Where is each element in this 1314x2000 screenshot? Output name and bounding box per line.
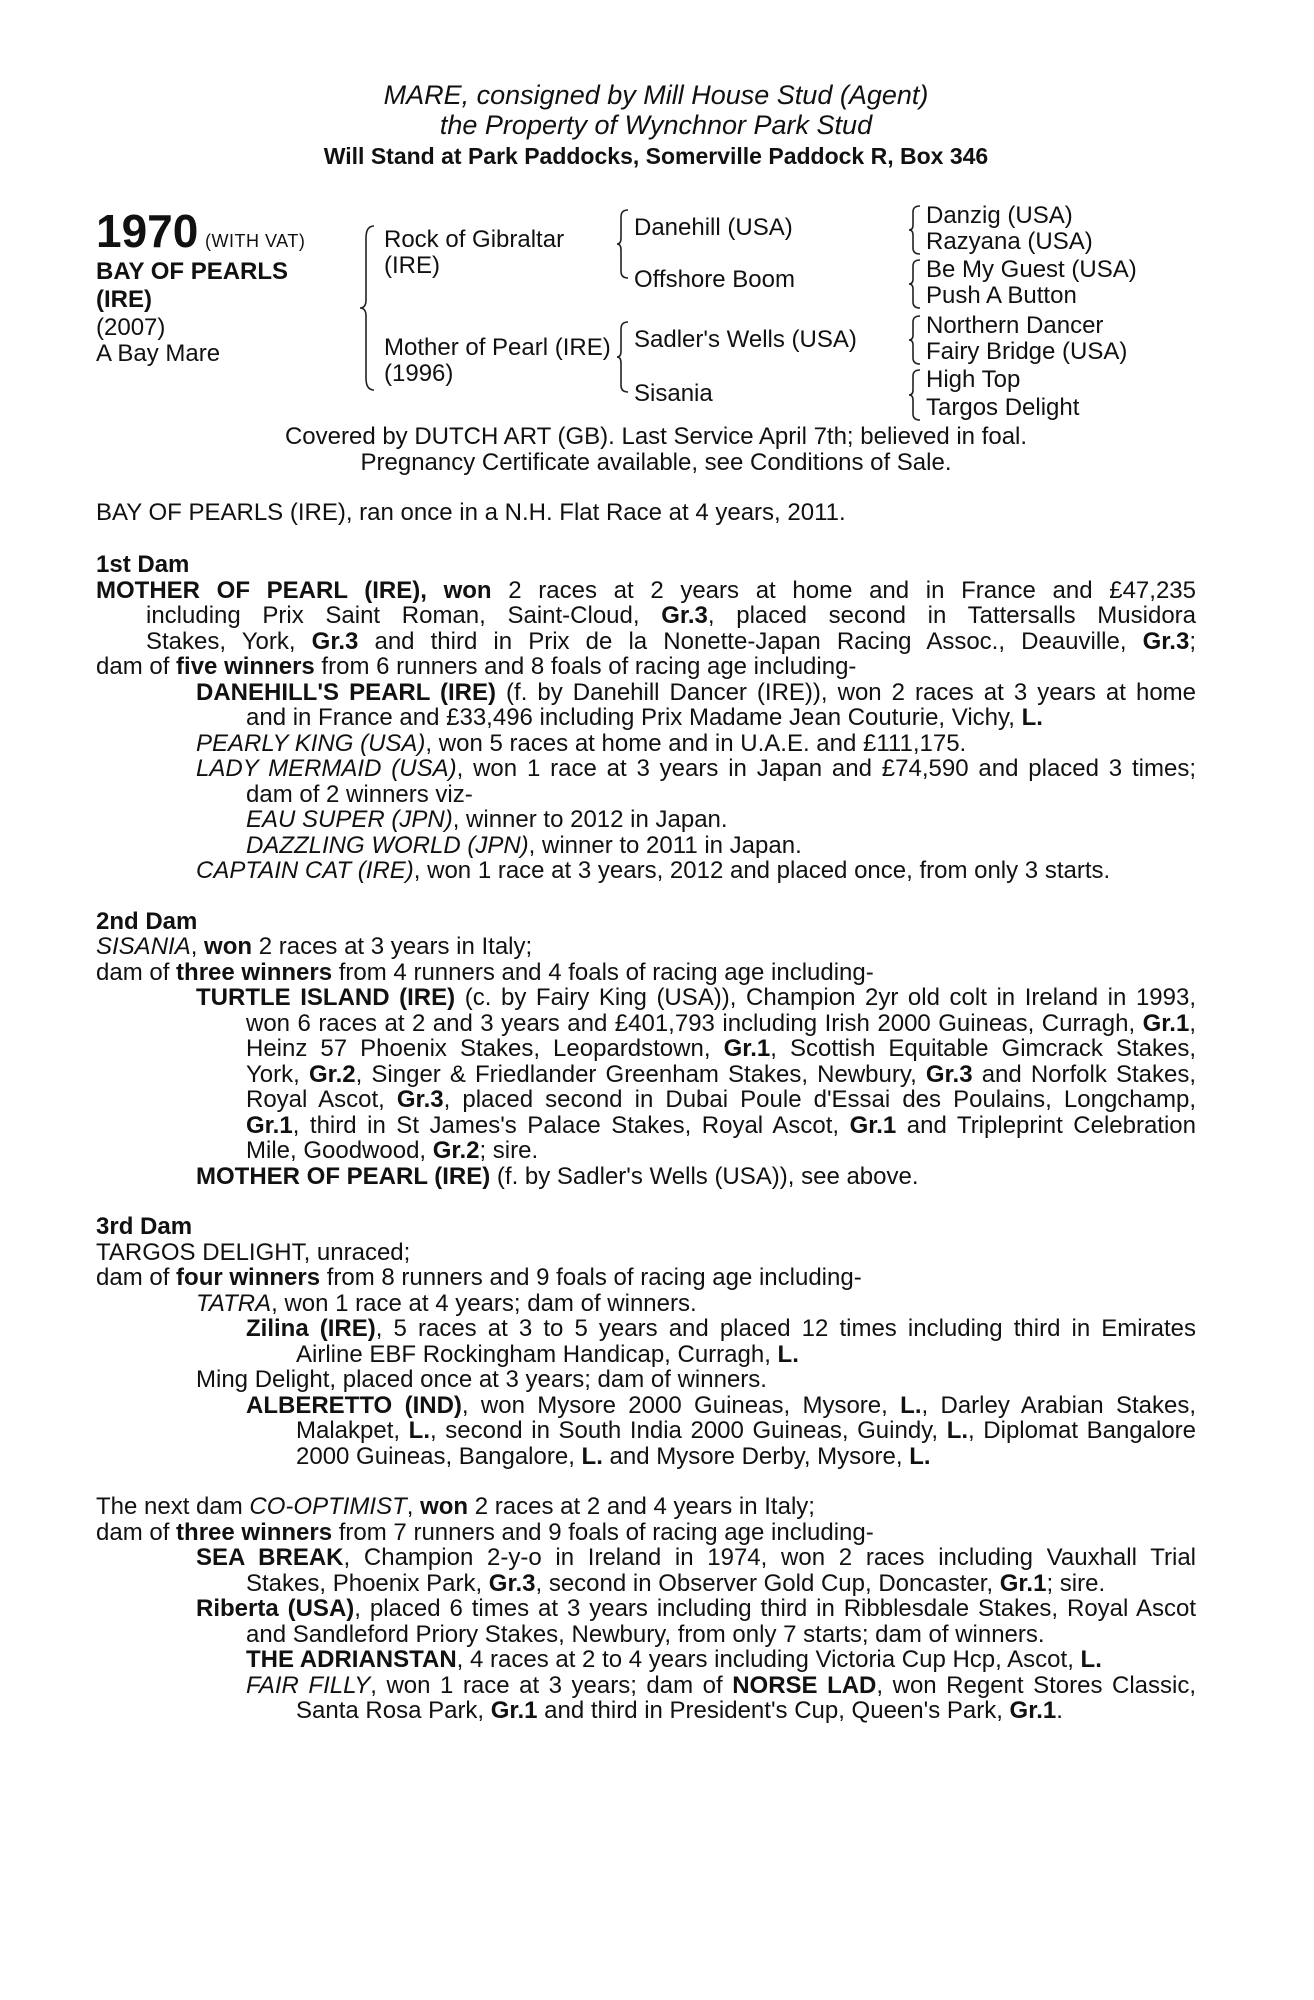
next-dam-line: and Sandleford Priory Stakes, Newbury, from only 7 starts; dam of winners. (246, 1620, 1045, 1648)
lot-number: 1970 (96, 205, 199, 257)
third-dam-line: Ming Delight, placed once at 3 years; dam of winners. (196, 1366, 767, 1393)
pedigree-gen3-5: Northern Dancer (926, 312, 1104, 339)
first-dam-line: Stakes, York, Gr.3 and third in Prix de la Nonette-Japan Racing Assoc., Deauville, Gr.3; (146, 627, 1196, 655)
second-dam-line: Heinz 57 Phoenix Stakes, Leopardstown, Gr.1, Scottish Equitable Gimcrack Stakes, (246, 1035, 1196, 1062)
first-dam-line: DANEHILL'S PEARL (IRE) (f. by Danehill Dancer (IRE)), won 2 races at 3 years at home (196, 678, 1197, 706)
consignor-line: MARE, consigned by Mill House Stud (Agent) (383, 80, 929, 110)
pedigree-gen3-3: Be My Guest (USA) (926, 256, 1137, 283)
third-dam-line: dam of four winners from 8 runners and 9 foals of racing age including- (96, 1264, 862, 1291)
next-dam-line: Santa Rosa Park, Gr.1 and third in President's Cup, Queen's Park, Gr.1. (296, 1697, 1063, 1724)
pedigree-gen2-2: Offshore Boom (634, 266, 795, 293)
horse-name-line1: BAY OF PEARLS (96, 258, 289, 285)
third-dam-line: TARGOS DELIGHT, unraced; (96, 1238, 411, 1266)
lot-line (96, 206, 305, 256)
second-dam-line: Gr.1, third in St James's Palace Stakes, Royal Ascot, Gr.1 and Tripleprint Celebration (246, 1111, 1197, 1139)
second-dam-line: Mile, Goodwood, Gr.2; sire. (246, 1137, 539, 1164)
sire-name: Rock of Gibraltar (384, 226, 565, 253)
third-dam-heading: 3rd Dam (96, 1213, 193, 1240)
gen3-brace-3 (908, 314, 922, 366)
first-dam-line: and in France and £33,496 including Prix Madame Jean Couturie, Vichy, L. (246, 704, 1043, 731)
first-dam-line: dam of 2 winners viz- (246, 780, 473, 808)
gen3-brace-1 (908, 204, 922, 256)
third-dam-line: Zilina (IRE), 5 races at 3 to 5 years and placed 12 times including third in Emirates (246, 1315, 1196, 1342)
first-dam-line: including Prix Saint Roman, Saint-Cloud, Gr.3, placed second in Tattersalls Musidora (146, 602, 1196, 629)
next-dam-line: SEA BREAK, Champion 2-y-o in Ireland in 1974, won 2 races including Vauxhall Trial (196, 1544, 1196, 1571)
next-dam-line: dam of three winners from 7 runners and 9 foals of racing age including- (96, 1518, 874, 1546)
sire-parents-brace (616, 208, 630, 280)
second-dam-line: Royal Ascot, Gr.3, placed second in Dubai Poule d'Essai des Poulains, Longchamp, (246, 1086, 1197, 1113)
pedigree-table (96, 196, 1216, 426)
second-dam-line: MOTHER OF PEARL (IRE) (f. by Sadler's Wells (USA)), see above. (196, 1162, 919, 1190)
covered-note: Covered by DUTCH ART (GB). Last Service April 7th; believed in foal. (284, 423, 1028, 450)
first-dam-line: DAZZLING WORLD (JPN), winner to 2011 in Japan. (246, 831, 802, 859)
horse-name-line2: (IRE) (96, 286, 152, 313)
second-dam-heading: 2nd Dam (96, 907, 198, 935)
pedigree-gen3-6: Fairy Bridge (USA) (926, 338, 1128, 365)
next-dam-line: The next dam CO-OPTIMIST, won 2 races at 2 and 4 years in Italy; (96, 1493, 815, 1520)
third-dam-line: Malakpet, L., second in South India 2000 Guineas, Guindy, L., Diplomat Bangalore (296, 1417, 1197, 1444)
second-dam-line: SISANIA, won 2 races at 3 years in Italy; (96, 933, 533, 960)
first-dam-line: MOTHER OF PEARL (IRE), won 2 races at 2 years at home and in France and £47,235 (96, 576, 1196, 604)
pedigree-gen3-7: High Top (926, 366, 1021, 393)
dam-parents-brace (616, 320, 630, 394)
third-dam-line: TATRA, won 1 race at 4 years; dam of winners. (196, 1289, 697, 1317)
second-dam-line: York, Gr.2, Singer & Friedlander Greenham Stakes, Newbury, Gr.3 and Norfolk Stakes, (246, 1060, 1197, 1088)
pedigree-gen2-1: Danehill (USA) (634, 214, 793, 241)
pedigree-gen2-4: Sisania (634, 380, 713, 407)
first-dam-line: dam of five winners from 6 runners and 8 foals of racing age including- (96, 653, 857, 680)
vat-note: (WITH VAT) (205, 231, 306, 251)
first-dam-heading: 1st Dam (96, 551, 190, 578)
foaling-year: (2007) (96, 314, 166, 341)
sire-suffix: (IRE) (384, 252, 440, 279)
first-dam-line: LADY MERMAID (USA), won 1 race at 3 years in Japan and £74,590 and placed 3 times; (196, 755, 1196, 782)
next-dam-line: Stakes, Phoenix Park, Gr.3, second in Observer Gold Cup, Doncaster, Gr.1; sire. (246, 1569, 1106, 1597)
next-dam-line: THE ADRIANSTAN, 4 races at 2 to 4 years including Victoria Cup Hcp, Ascot, L. (246, 1646, 1102, 1673)
stand-location-line: Will Stand at Park Paddocks, Somerville Paddock R, Box 346 (323, 143, 989, 169)
dam-year: (1996) (384, 360, 454, 387)
third-dam-line: Airline EBF Rockingham Handicap, Curragh, L. (296, 1340, 799, 1368)
race-record: BAY OF PEARLS (IRE), ran once in a N.H. Flat Race at 4 years, 2011. (96, 499, 846, 526)
second-dam-line: won 6 races at 2 and 3 years and £401,793 including Irish 2000 Guineas, Curragh, Gr.1, (246, 1009, 1196, 1037)
second-dam-line: TURTLE ISLAND (IRE) (c. by Fairy King (USA)), Champion 2yr old colt in Ireland in 1993, (196, 984, 1197, 1011)
gen3-brace-4 (908, 368, 922, 422)
third-dam-line: ALBERETTO (IND), won Mysore 2000 Guineas, Mysore, L., Darley Arabian Stakes, (246, 1391, 1196, 1419)
pedigree-gen3-2: Razyana (USA) (926, 228, 1093, 255)
first-dam-line: PEARLY KING (USA), won 5 races at home and in U.A.E. and £111,175. (196, 729, 967, 757)
next-dam-line: FAIR FILLY, won 1 race at 3 years; dam of NORSE LAD, won Regent Stores Classic, (246, 1671, 1196, 1699)
first-dam-line: CAPTAIN CAT (IRE), won 1 race at 3 years, 2012 and placed once, from only 3 starts. (196, 857, 1111, 884)
pedigree-gen3-8: Targos Delight (926, 394, 1080, 421)
first-dam-line: EAU SUPER (JPN), winner to 2012 in Japan. (246, 806, 728, 833)
sire-dam-brace (358, 224, 382, 392)
next-dam-line: Riberta (USA), placed 6 times at 3 years including third in Ribblesdale Stakes, Royal Ascot (196, 1595, 1196, 1622)
third-dam-line: 2000 Guineas, Bangalore, L. and Mysore Derby, Mysore, L. (296, 1442, 931, 1470)
second-dam-line: dam of three winners from 4 runners and 4 foals of racing age including- (96, 958, 874, 986)
pedigree-gen3-4: Push A Button (926, 282, 1077, 309)
pedigree-body (96, 552, 1196, 1724)
gen3-brace-2 (908, 258, 922, 310)
pedigree-gen3-1: Danzig (USA) (926, 202, 1073, 229)
pedigree-gen2-3: Sadler's Wells (USA) (634, 326, 857, 353)
pregnancy-note: Pregnancy Certificate available, see Conditions of Sale. (360, 449, 952, 476)
horse-description: A Bay Mare (96, 340, 221, 367)
property-line: the Property of Wynchnor Park Stud (439, 110, 873, 140)
dam-name: Mother of Pearl (IRE) (384, 334, 611, 361)
